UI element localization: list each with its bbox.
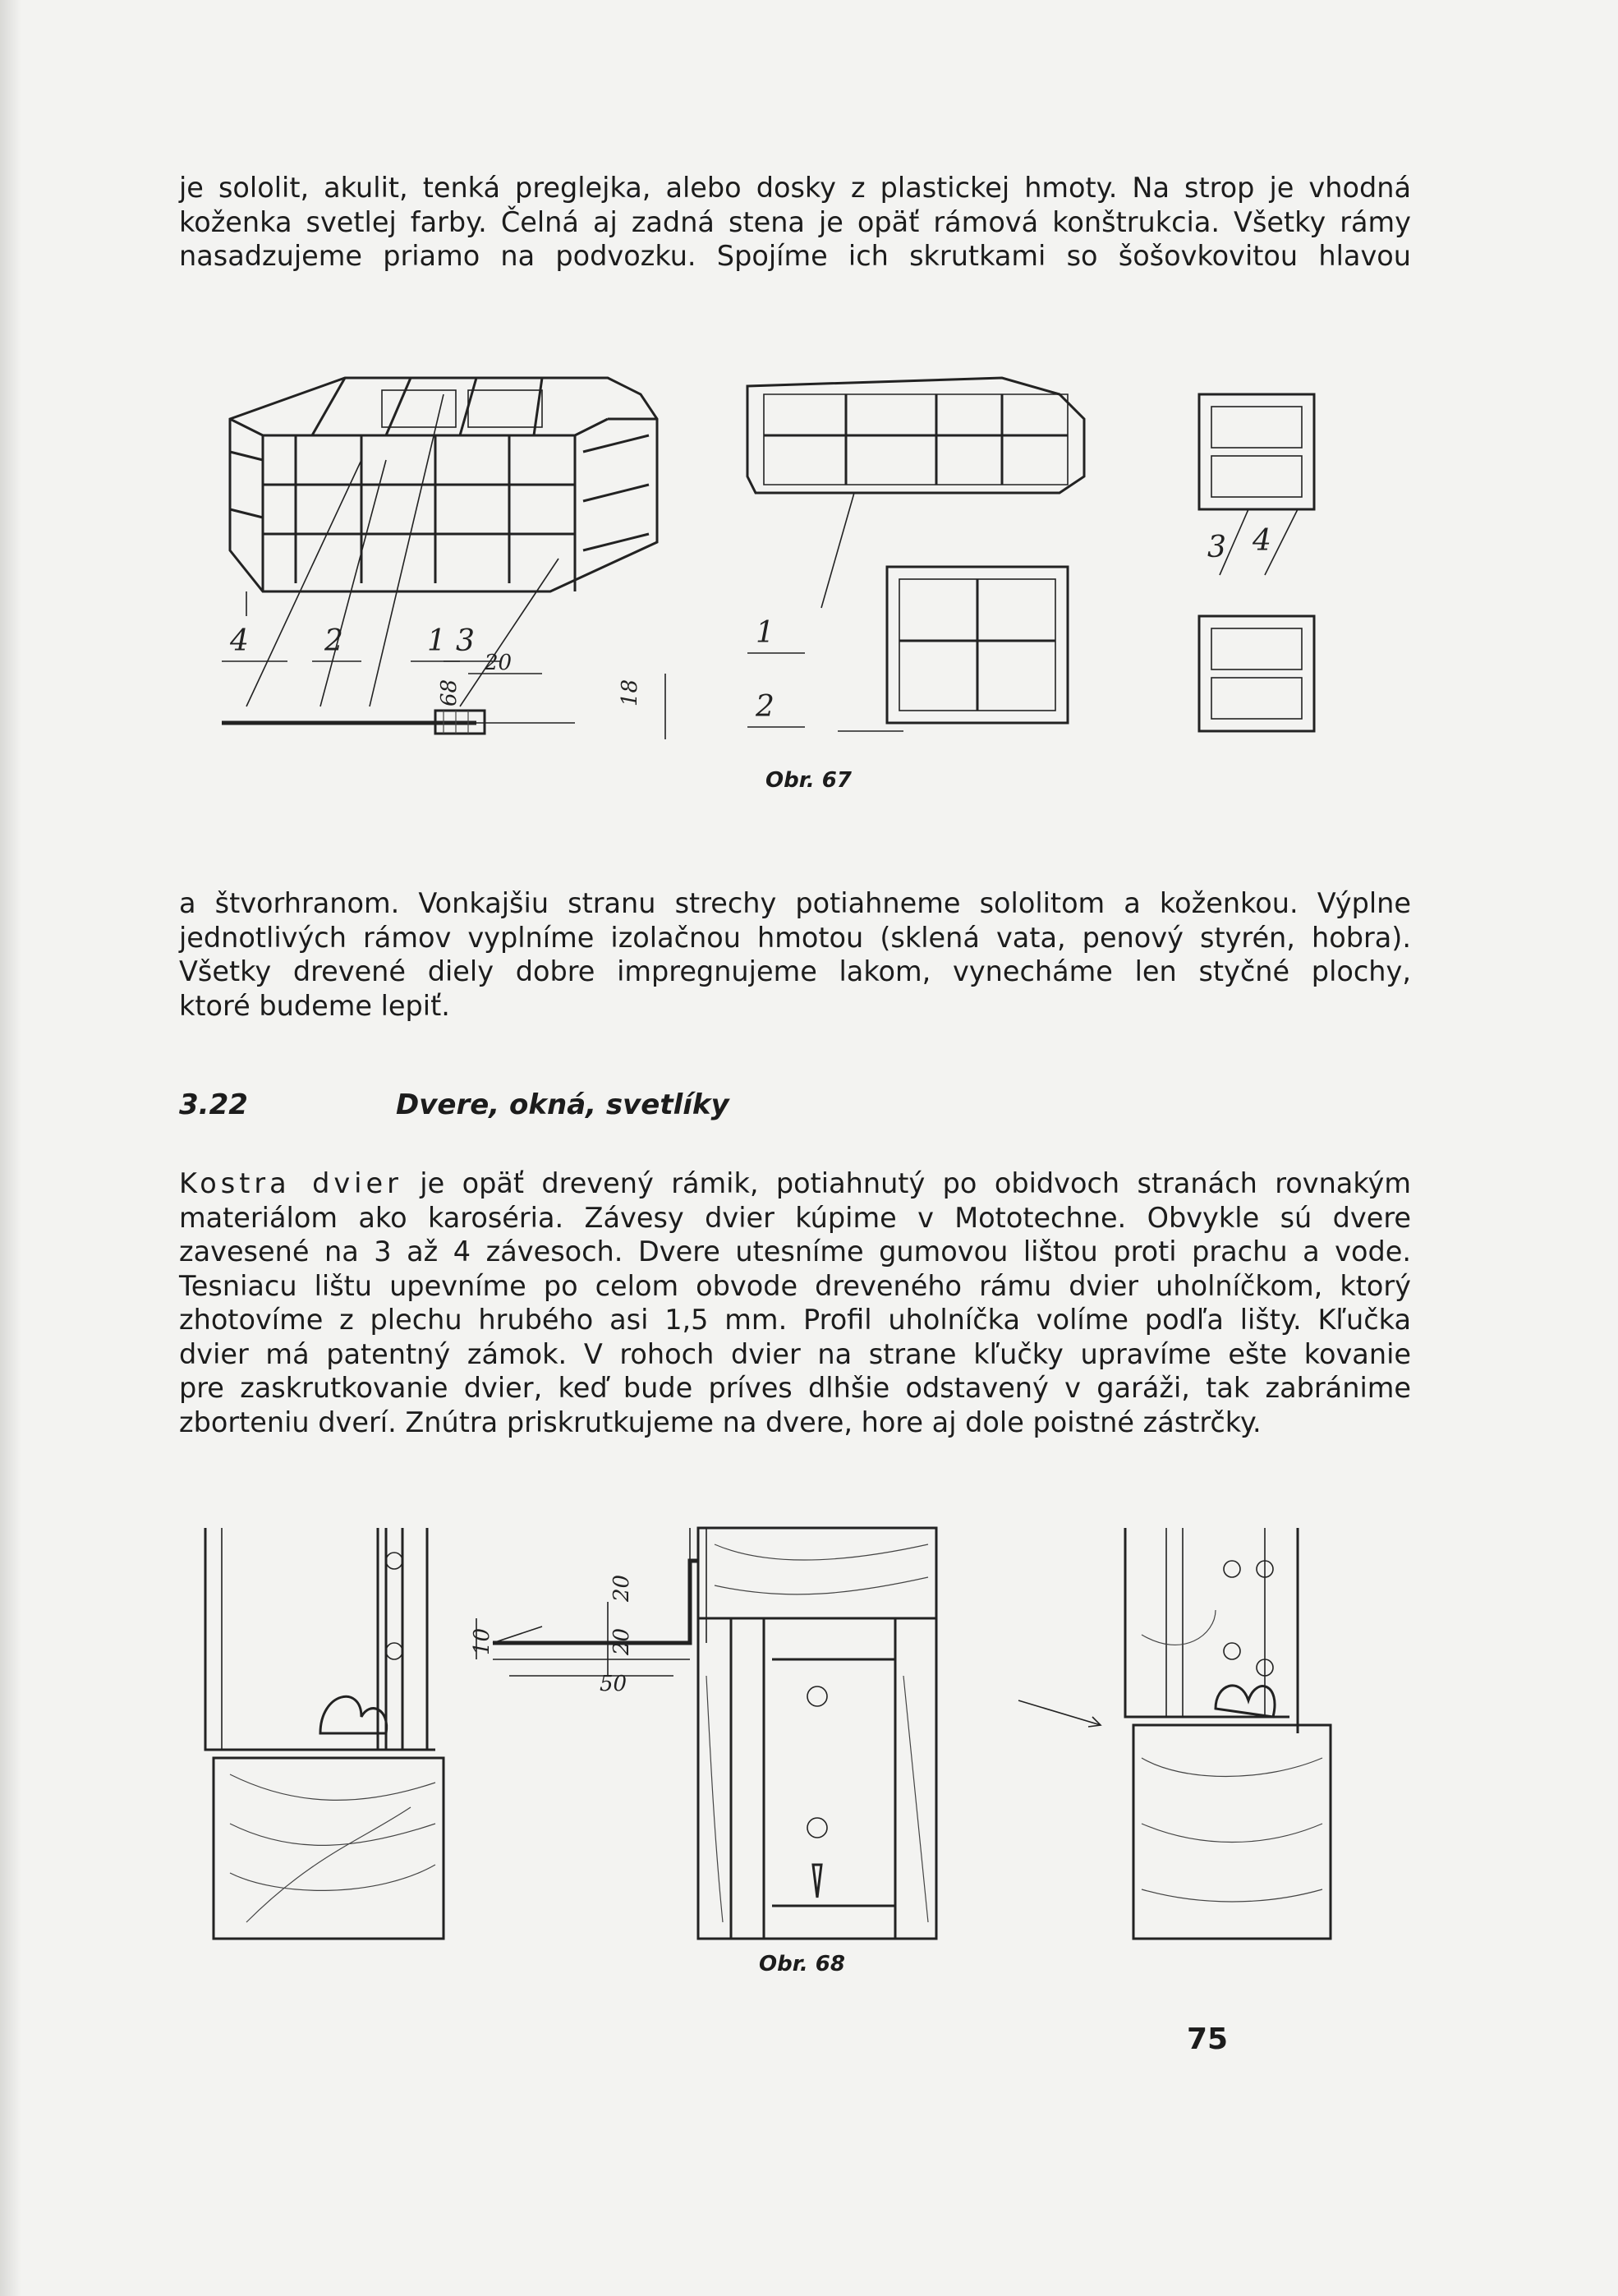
paragraph-2-line-1: a štvorhranom. Vonkajšiu stranu strechy potiahneme sololitom a koženkou. Výplne [179,887,1411,919]
fig67-label-1b: 1 [756,616,775,650]
angle-profile-detail [470,1528,706,1696]
fig67-dim-18: 18 [618,679,642,706]
fig67-label-2a: 2 [324,624,343,658]
door-seal-detail-right [1018,1528,1331,1939]
paragraph-2-line-4: ktoré budeme lepiť. [179,989,450,1022]
fig67-dim-68: 68 [437,679,462,706]
paragraph-1-line-3: nasadzujeme priamo na podvozku. Spojíme ich skrutkami so šošovkovitou hlavou [179,240,1411,272]
figure-68-drawing [197,1511,1446,1972]
paragraph-1-line-1: je sololit, akulit, tenká preglejka, alebo dosky z plastickej hmoty. Na strop je vhodná [179,172,1411,204]
paragraph-2-line-2: jednotlivých rámov vyplníme izolačnou hmotou (sklená vata, penový styrén, hobra). [179,921,1411,954]
figure-67-drawing [197,345,1446,805]
paragraph-3-line-2: materiálom ako karoséria. Závesy dvier kúpime v Mototechne. Obvykle sú dvere [179,1201,1411,1234]
paragraph-3-lead-words: Kostra dvier [179,1167,402,1199]
figure-67-caption: Obr. 67 [765,768,852,793]
paragraph-3-line-7: pre zaskrutkovanie dvier, keď bude príves dlhšie odstavený v garáži, tak zabránime [179,1372,1411,1404]
page-number: 75 [1187,2022,1229,2056]
window-frames [1199,394,1314,731]
paragraph-2-line-3: Všetky drevené diely dobre impregnujeme lakom, vynecháme len styčné plochy, [179,955,1411,987]
fig68-dim-10: 10 [470,1627,494,1655]
door-seal-detail-left [205,1528,444,1939]
paragraph-3-line-1 [179,1166,1411,1201]
section-title: Dvere, okná, svetlíky [396,1088,729,1121]
fig67-label-2b: 2 [756,690,775,724]
fig67-label-4a: 4 [230,624,249,658]
paragraph-3-line-3: zavesené na 3 až 4 závesoch. Dvere utesníme gumovou lištou proti prachu a vode. [179,1235,1411,1268]
fig67-profile-section [222,651,665,739]
fig67-dim-20: 20 [485,651,513,675]
paragraph-1-line-2: koženka svetlej farby. Čelná aj zadná stena je opäť rámová konštrukcia. Všetky rámy [179,205,1411,238]
paragraph-1 [179,171,1411,274]
paragraph-3-line-6: dvier má patentný zámok. V rohoch dvier na strane kľučky upravíme ešte kovanie [179,1337,1411,1370]
fig68-dim-20a: 20 [609,1574,634,1602]
fig67-label-4b: 4 [1253,524,1271,558]
paragraph-3-line-8: zborteniu dverí. Znútra priskrutkujeme na dvere, hore aj dole poistné zástrčky. [179,1406,1262,1438]
front-wall-frame [747,493,1068,731]
fig67-label-1a: 1 [427,624,446,658]
paragraph-3-line-1-rest: je opäť drevený rámik, potiahnutý po obidvoch stranách rovnakým [402,1167,1411,1199]
fig67-label-3b: 3 [1207,531,1226,564]
paragraph-3 [179,1166,1411,1439]
page-binding-edge [0,0,21,2296]
paragraph-3-line-4: Tesniacu lištu upevníme po celom obvode dreveného rámu dvier uholníčkom, ktorý [179,1269,1411,1302]
section-number: 3.22 [179,1088,248,1121]
trailer-frame-3d [222,378,657,723]
fig67-label-3a: 3 [456,624,475,658]
side-wall-frame [747,378,1084,493]
paragraph-2 [179,886,1411,1023]
door-section-middle [698,1528,936,1939]
fig68-dim-20b: 20 [609,1627,634,1655]
paragraph-3-line-5: zhotovíme z plechu hrubého asi 1,5 mm. Profil uholníčka volíme podľa lišty. Kľučka [179,1304,1411,1336]
figure-68-caption: Obr. 68 [759,1952,845,1976]
fig68-dim-50: 50 [600,1672,627,1696]
